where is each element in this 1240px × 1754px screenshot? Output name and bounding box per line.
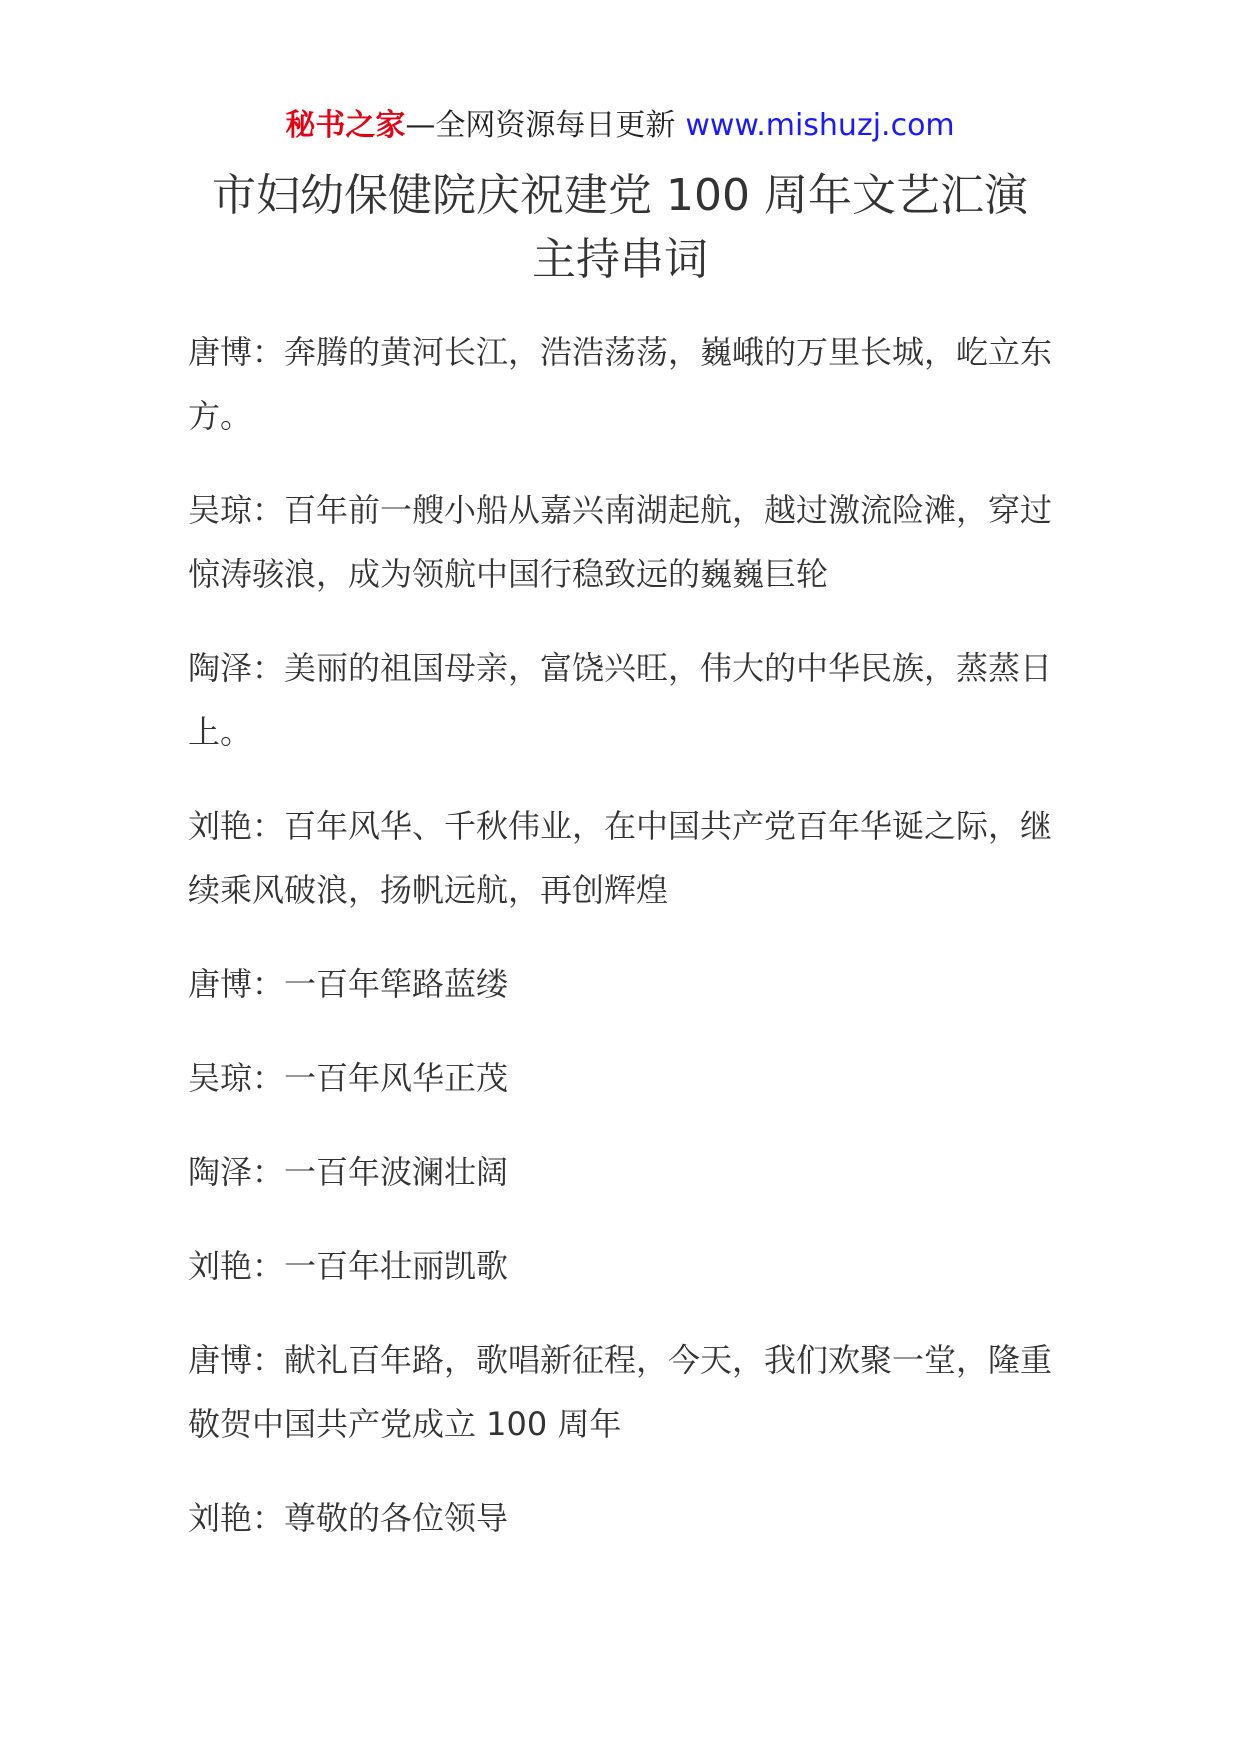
script-paragraph: 唐博：奔腾的黄河长江，浩浩荡荡，巍峨的万里长城，屹立东方。	[188, 333, 1053, 435]
script-body	[188, 320, 1068, 1580]
script-paragraph: 唐博：一百年筚路蓝缕	[188, 965, 509, 1003]
brand-name: 秘书之家	[285, 108, 406, 143]
banner-tagline: —全网资源每日更新	[405, 108, 676, 143]
title-line-2: 主持串词	[532, 234, 708, 285]
site-url-link[interactable]: www.mishuzj.com	[685, 108, 955, 143]
script-paragraph: 陶泽：美丽的祖国母亲，富饶兴旺，伟大的中华民族，蒸蒸日上。	[188, 649, 1053, 751]
script-paragraph: 刘艳：百年风华、千秋伟业，在中国共产党百年华诞之际，继续乘风破浪，扬帆远航，再创辉煌	[188, 807, 1053, 909]
script-paragraph: 吴琼：一百年风华正茂	[188, 1059, 509, 1097]
script-paragraph: 刘艳：尊敬的各位领导	[188, 1499, 509, 1537]
title-line-1: 市妇幼保健院庆祝建党 100 周年文艺汇演	[212, 170, 1028, 221]
script-paragraph: 唐博：献礼百年路，歌唱新征程，今天，我们欢聚一堂，隆重敬贺中国共产党成立 100 周年	[188, 1341, 1053, 1443]
script-paragraph: 吴琼：百年前一艘小船从嘉兴南湖起航，越过激流险滩，穿过惊涛骇浪，成为领航中国行稳致远的巍巍巨轮	[188, 491, 1053, 593]
document-title	[160, 164, 1080, 292]
script-paragraph: 陶泽：一百年波澜壮阔	[188, 1153, 509, 1191]
script-paragraph: 刘艳：一百年壮丽凯歌	[188, 1247, 509, 1285]
site-banner	[0, 104, 1240, 148]
